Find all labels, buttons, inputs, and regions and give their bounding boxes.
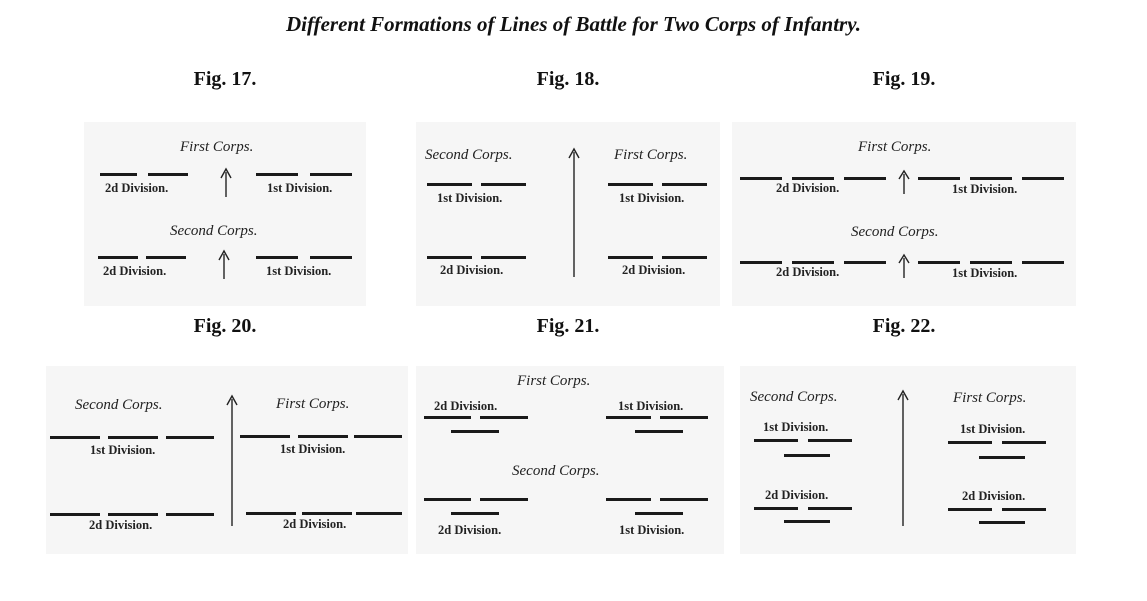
fig-19-label: Fig. 19. [872,68,936,90]
fig-22-line [979,521,1025,524]
fig-22-panel [740,366,1076,554]
fig-22-2d-division-b: 2d Division. [962,489,1026,503]
fig-20-1st-division-b: 1st Division. [280,442,346,456]
fig-17-line [148,173,188,176]
fig-22-line [784,520,830,523]
fig-19-2d-division-a: 2d Division. [776,181,840,195]
fig-20-2d-division-b: 2d Division. [283,517,347,531]
fig-18-panel [416,122,720,306]
fig-19-line [844,261,886,264]
fig-18-2d-division-b: 2d Division. [622,263,686,277]
fig-18-1st-division-a: 1st Division. [437,191,503,205]
fig-20-line [166,513,214,516]
fig-19-line [970,177,1012,180]
fig-19-line [844,177,886,180]
fig-18-second-corps: Second Corps. [425,147,513,163]
fig-19-line [740,177,782,180]
fig-21-line [606,416,651,419]
fig-20-line [354,435,402,438]
fig-21-line [660,498,708,501]
fig-22-line [754,507,798,510]
fig-18-line [481,183,526,186]
fig-18-line [481,256,526,259]
fig-21-panel [416,366,724,554]
fig-20-line [246,512,296,515]
fig-19-line [970,261,1012,264]
fig-19-line [918,177,960,180]
fig-22-line [948,441,992,444]
fig-21-line [480,416,528,419]
fig-20-panel [46,366,408,554]
fig-17-2d-division-b: 2d Division. [103,264,167,278]
fig-18-1st-division-b: 1st Division. [619,191,685,205]
fig-20-line [166,436,214,439]
fig-17-1st-division-b: 1st Division. [266,264,332,278]
fig-21-line [606,498,651,501]
fig-21-2d-division-a: 2d Division. [434,399,498,413]
fig-21-line [424,498,471,501]
fig-22-line [948,508,992,511]
fig-17-2d-division-a: 2d Division. [105,181,169,195]
fig-19-line [1022,177,1064,180]
fig-20-first-corps: First Corps. [276,396,350,412]
fig-21-2d-division-b: 2d Division. [438,523,502,537]
fig-21-line [451,512,499,515]
fig-20-line [298,435,348,438]
fig-20-1st-division-a: 1st Division. [90,443,156,457]
fig-22-2d-division-a: 2d Division. [765,488,829,502]
fig-21-line [635,430,683,433]
fig-18-line [662,183,707,186]
fig-20-2d-division-a: 2d Division. [89,518,153,532]
fig-22-line [1002,441,1046,444]
fig-22-line [808,439,852,442]
fig-17-label: Fig. 17. [193,68,257,90]
fig-21-line [660,416,708,419]
fig-17-line [146,256,186,259]
fig-19-line [792,177,834,180]
fig-17-line [310,256,352,259]
fig-22-line [1002,508,1046,511]
fig-22-line [979,456,1025,459]
fig-22-label: Fig. 22. [872,315,936,337]
fig-22-line [808,507,852,510]
fig-21-line [480,498,528,501]
fig-22-1st-division-a: 1st Division. [763,420,829,434]
fig-18-line [608,256,653,259]
fig-20-label: Fig. 20. [193,315,257,337]
fig-19-second-corps: Second Corps. [851,224,939,240]
fig-21-second-corps: Second Corps. [512,463,600,479]
fig-19-first-corps: First Corps. [858,139,932,155]
fig-22-first-corps: First Corps. [953,390,1027,406]
fig-20-line [240,435,290,438]
fig-18-line [662,256,707,259]
diagram-title: Different Formations of Lines of Battle for Two Corps of Infantry. [285,12,861,36]
fig-20-line [108,513,158,516]
fig-21-1st-division-b: 1st Division. [619,523,685,537]
fig-18-first-corps: First Corps. [614,147,688,163]
fig-19-line [740,261,782,264]
fig-20-line [356,512,402,515]
fig-17-line [256,173,298,176]
fig-18-label: Fig. 18. [536,68,600,90]
fig-17-line [98,256,138,259]
fig-20-line [108,436,158,439]
fig-17-panel [84,122,366,306]
fig-19-line [918,261,960,264]
fig-22-second-corps: Second Corps. [750,389,838,405]
fig-21-first-corps: First Corps. [517,373,591,389]
fig-18-line [427,256,472,259]
fig-22-1st-division-b: 1st Division. [960,422,1026,436]
fig-21-label: Fig. 21. [536,315,600,337]
fig-18-line [427,183,472,186]
fig-21-1st-division-a: 1st Division. [618,399,684,413]
fig-17-line [310,173,352,176]
fig-20-line [50,513,100,516]
fig-17-line [100,173,137,176]
fig-19-line [1022,261,1064,264]
fig-20-line [50,436,100,439]
fig-22-line [784,454,830,457]
fig-21-line [635,512,683,515]
fig-17-first-corps: First Corps. [180,139,254,155]
fig-22-line [754,439,798,442]
fig-21-line [424,416,471,419]
fig-19-2d-division-b: 2d Division. [776,265,840,279]
fig-19-line [792,261,834,264]
fig-17-1st-division-a: 1st Division. [267,181,333,195]
fig-20-line [302,512,352,515]
fig-17-second-corps: Second Corps. [170,223,258,239]
fig-19-panel [732,122,1076,306]
fig-19-1st-division-b: 1st Division. [952,266,1018,280]
fig-19-1st-division-a: 1st Division. [952,182,1018,196]
fig-18-2d-division-a: 2d Division. [440,263,504,277]
fig-21-line [451,430,499,433]
fig-17-line [256,256,298,259]
fig-18-line [608,183,653,186]
fig-20-second-corps: Second Corps. [75,397,163,413]
